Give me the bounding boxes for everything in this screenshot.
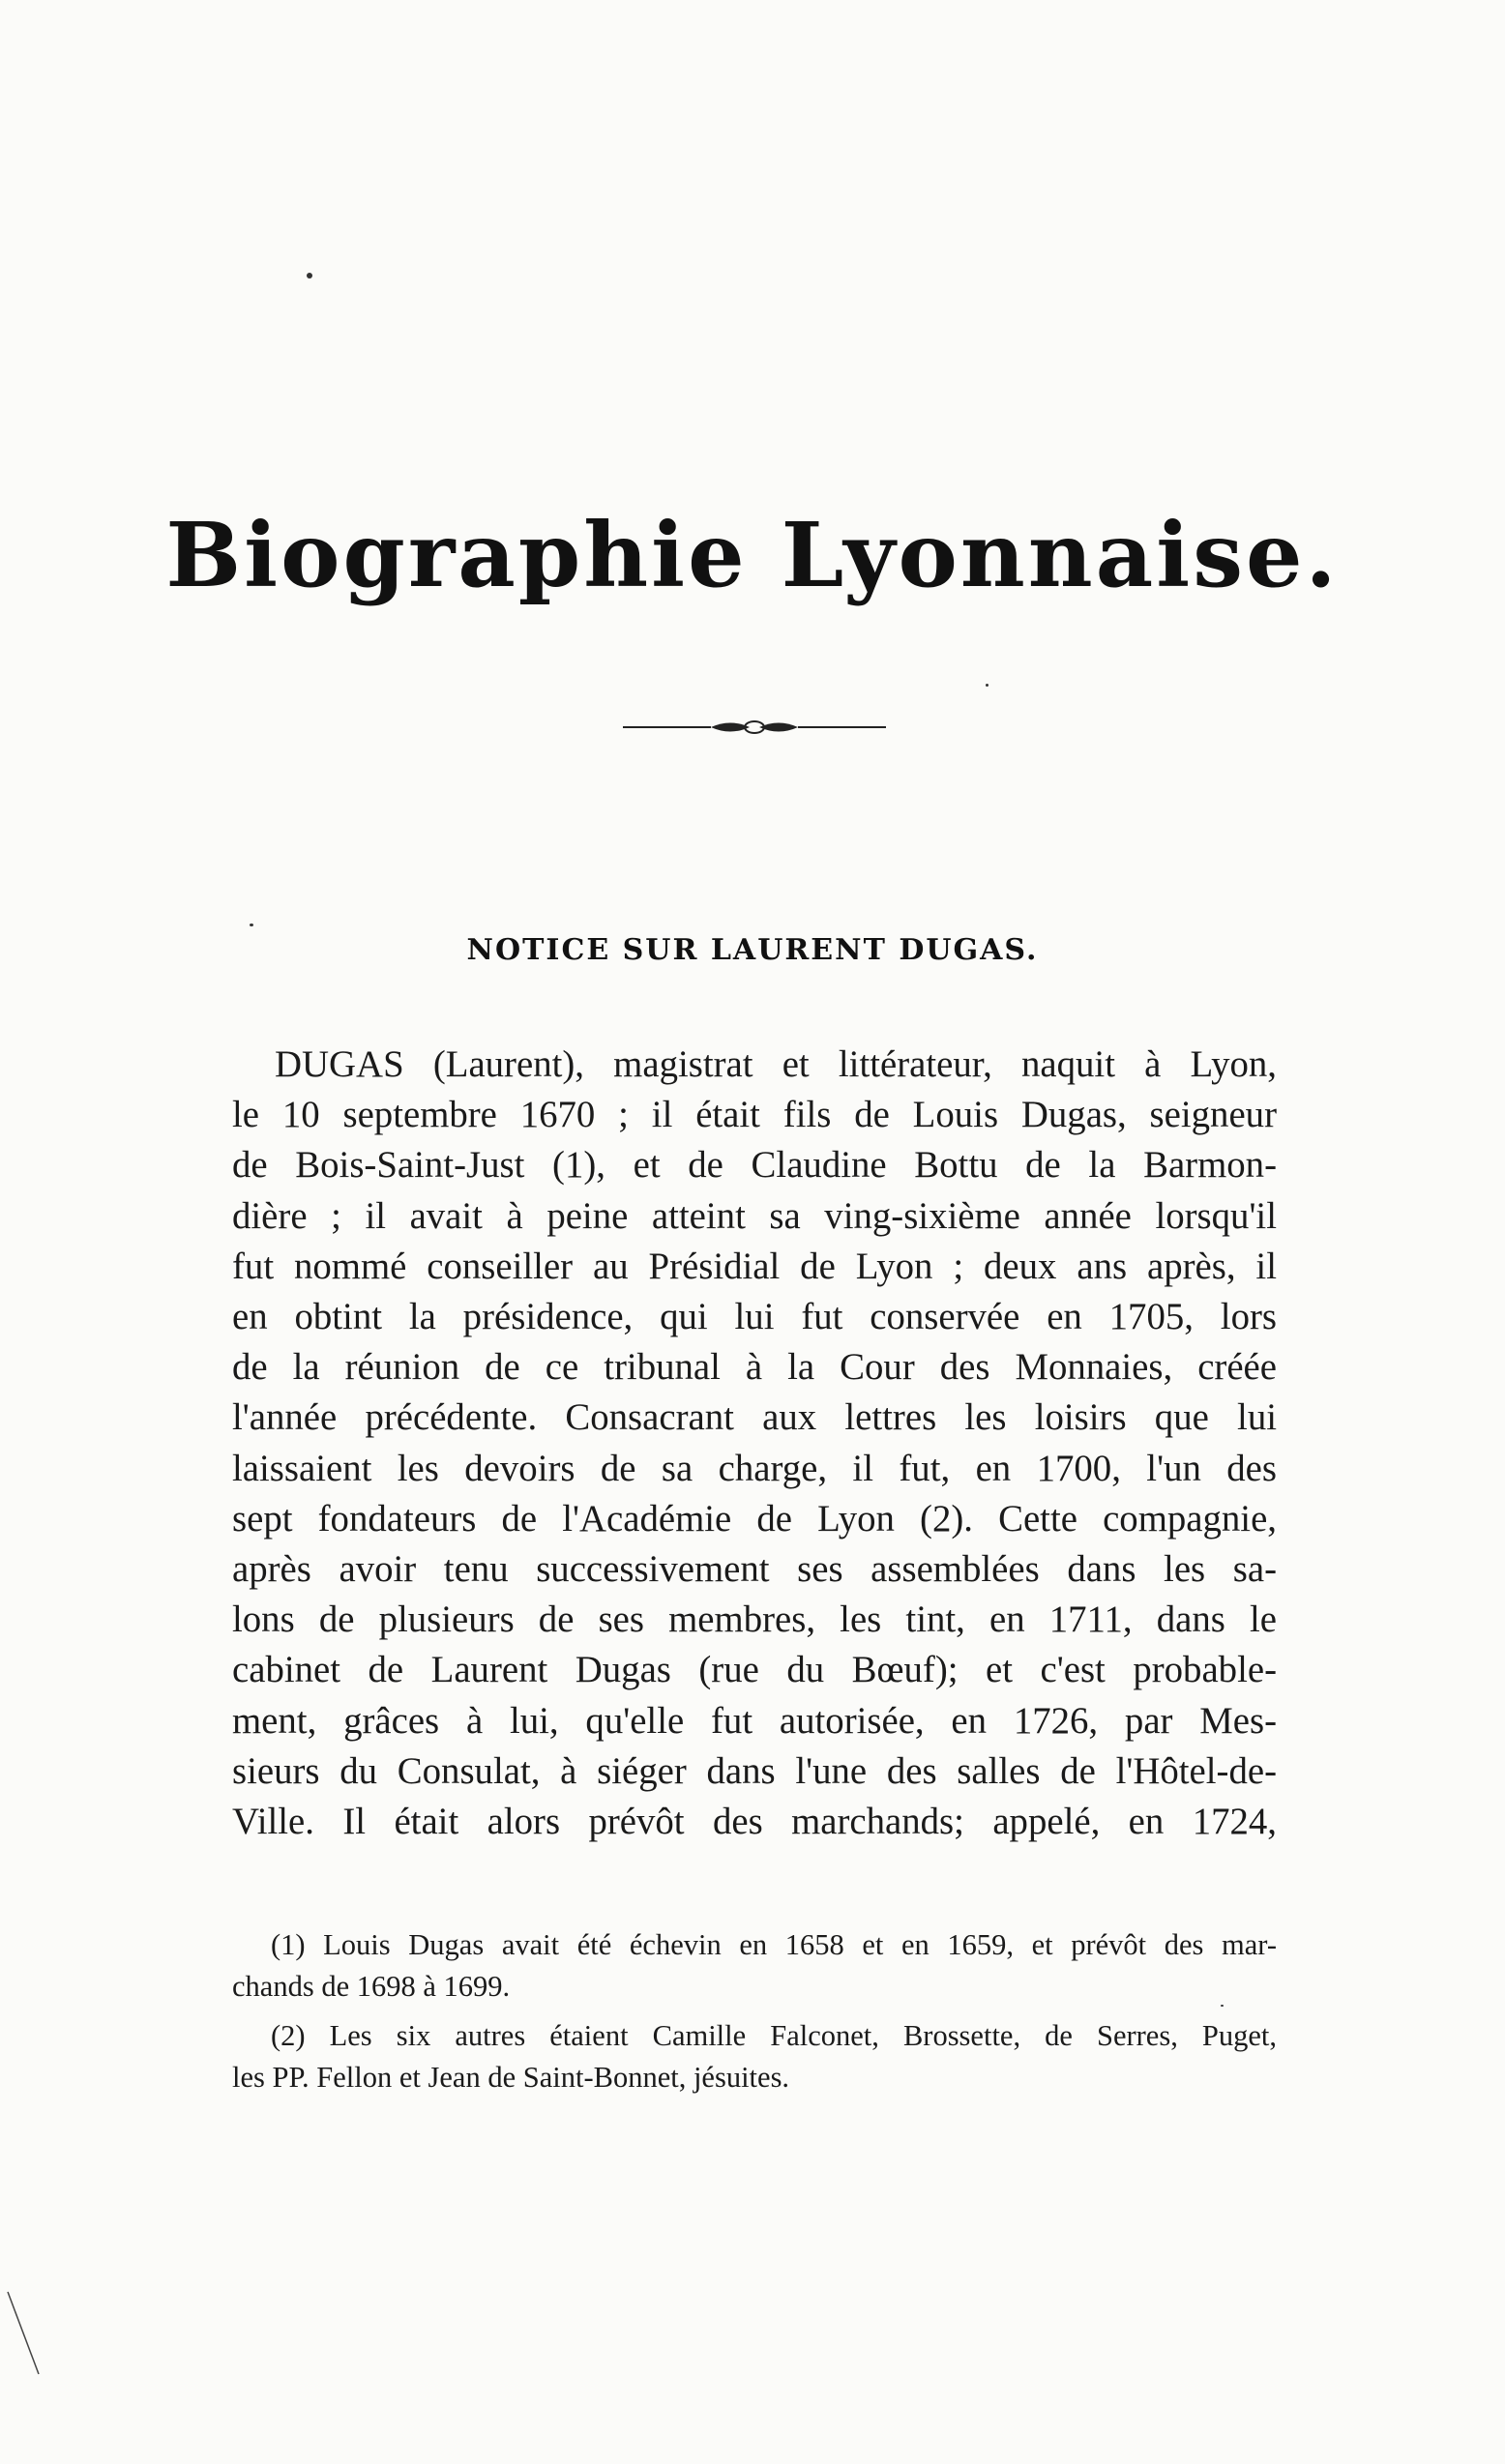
footnote-1-line: chands de 1698 à 1699. bbox=[232, 1970, 511, 2003]
body-line: sieurs du Consulat, à siéger dans l'une des salles de l'Hôtel-de- bbox=[232, 1749, 1277, 1792]
ink-speck bbox=[307, 273, 312, 279]
footnote-2-line: (2) Les six autres étaient Camille Falconet, Brossette, de Serres, Puget, bbox=[271, 2019, 1277, 2052]
ink-speck bbox=[986, 684, 989, 687]
body-line: de Bois-Saint-Just (1), et de Claudine Bottu de la Barmon- bbox=[232, 1144, 1277, 1187]
page-edge-mark bbox=[0, 2282, 58, 2389]
footnote-2-line: les PP. Fellon et Jean de Saint-Bonnet, jésuites. bbox=[232, 2061, 790, 2094]
body-line: l'année précédente. Consacrant aux lettres les loisirs que lui bbox=[232, 1396, 1277, 1439]
body-line: le 10 septembre 1670 ; il était fils de Louis Dugas, seigneur bbox=[232, 1094, 1277, 1136]
body-line: ment, grâces à lui, qu'elle fut autorisée, en 1726, par Mes- bbox=[232, 1699, 1277, 1742]
footnotes bbox=[232, 1924, 1277, 2098]
body-line: sept fondateurs de l'Académie de Lyon (2). Cette compagnie, bbox=[232, 1497, 1277, 1540]
title-divider-ornament bbox=[619, 716, 890, 739]
page-title: Biographie Lyonnaise. bbox=[165, 503, 1340, 607]
body-line: de la réunion de ce tribunal à la Cour des Monnaies, créée bbox=[232, 1346, 1277, 1389]
body-line: DUGAS (Laurent), magistrat et littérateur, naquit à Lyon, bbox=[275, 1043, 1277, 1085]
footnote-1-line: (1) Louis Dugas avait été échevin en 1658 et en 1659, et prévôt des mar- bbox=[271, 1928, 1277, 1961]
body-line: lons de plusieurs de ses membres, les tint, en 1711, dans le bbox=[232, 1599, 1277, 1641]
body-line: Ville. Il était alors prévôt des marchands; appelé, en 1724, bbox=[232, 1801, 1277, 1843]
ink-speck bbox=[250, 924, 253, 926]
body-line: laissaient les devoirs de sa charge, il fut, en 1700, l'un des bbox=[232, 1447, 1277, 1489]
notice-heading: NOTICE SUR LAURENT DUGAS. bbox=[466, 933, 1039, 967]
body-line: cabinet de Laurent Dugas (rue du Bœuf); et c'est probable- bbox=[232, 1649, 1277, 1691]
body-line: fut nommé conseiller au Présidial de Lyon ; deux ans après, il bbox=[232, 1245, 1277, 1287]
body-line: après avoir tenu successivement ses assemblées dans les sa- bbox=[232, 1548, 1277, 1591]
body-line: dière ; il avait à peine atteint sa ving-sixième année lorsqu'il bbox=[232, 1194, 1277, 1237]
body-line: en obtint la présidence, qui lui fut conservée en 1705, lors bbox=[232, 1296, 1277, 1338]
body-paragraph bbox=[232, 1040, 1277, 1847]
